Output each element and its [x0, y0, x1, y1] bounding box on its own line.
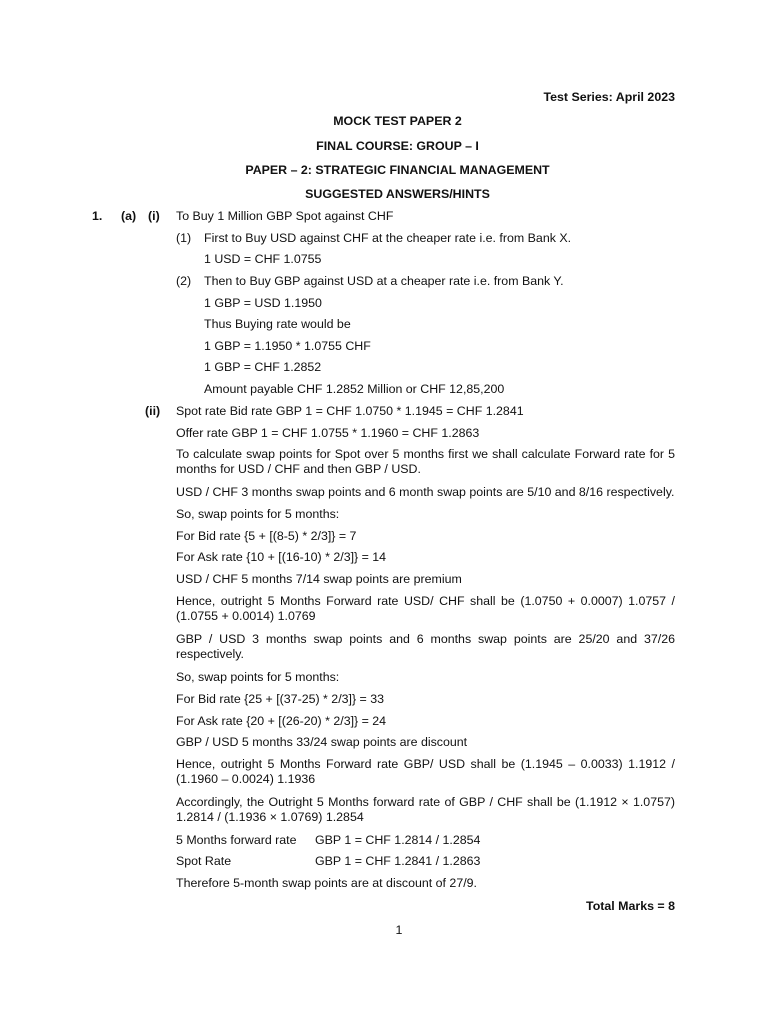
paper-title: MOCK TEST PAPER 2 [333, 114, 462, 128]
swap-points-heading-1: So, swap points for 5 months: [176, 507, 340, 521]
forward-rate-label: 5 Months forward rate [176, 833, 297, 847]
gbp-usd-swap-points: GBP / USD 3 months swap points and 6 months swap points are 25/20 and 37/26 respectively. [176, 632, 675, 661]
part-i-intro: To Buy 1 Million GBP Spot against CHF [176, 209, 394, 223]
step-1-rate: 1 USD = CHF 1.0755 [204, 252, 322, 266]
forward-rate-value: GBP 1 = CHF 1.2814 / 1.2854 [315, 833, 481, 847]
test-series-label: Test Series: April 2023 [543, 90, 675, 104]
spot-rate-value: GBP 1 = CHF 1.2841 / 1.2863 [315, 854, 481, 868]
subpart-ii-label: (ii) [145, 404, 161, 418]
question-part: (a) [121, 209, 137, 223]
usd-chf-outright: Hence, outright 5 Months Forward rate USD/ CHF shall be (1.0750 + 0.0007) 1.0757 / (1.0755 + 0.0014) 1.0769 [176, 594, 675, 623]
spot-bid-rate: Spot rate Bid rate GBP 1 = CHF 1.0750 * 1.1945 = CHF 1.2841 [176, 404, 524, 418]
page-number: 1 [395, 923, 403, 937]
gbp-usd-outright: Hence, outright 5 Months Forward rate GBP/ USD shall be (1.1945 – 0.0033) 1.1912 / (1.1960 – 0.0024) 1.1936 [176, 757, 675, 786]
gbp-usd-discount: GBP / USD 5 months 33/24 swap points are discount [176, 735, 468, 749]
buying-rate-intro: Thus Buying rate would be [204, 317, 351, 331]
usd-chf-premium: USD / CHF 5 months 7/14 swap points are premium [176, 572, 462, 586]
buying-rate-result: 1 GBP = CHF 1.2852 [204, 360, 322, 374]
gbp-bid-rate: For Bid rate {25 + [(37-25) * 2/3]} = 33 [176, 692, 385, 706]
offer-rate: Offer rate GBP 1 = CHF 1.0755 * 1.1960 = CHF 1.2863 [176, 426, 480, 440]
swap-points-heading-2: So, swap points for 5 months: [176, 670, 340, 684]
swap-calc-paragraph: To calculate swap points for Spot over 5 months first we shall calculate Forward rate for 5 months for USD / CHF and then GBP / USD. [176, 447, 675, 476]
step-2-rate: 1 GBP = USD 1.1950 [204, 296, 322, 310]
paper-subject: PAPER – 2: STRATEGIC FINANCIAL MANAGEMENT [245, 163, 550, 177]
buying-rate-calc: 1 GBP = 1.1950 * 1.0755 CHF [204, 339, 371, 353]
spot-rate-label: Spot Rate [176, 854, 232, 868]
total-marks: Total Marks = 8 [586, 899, 675, 913]
subpart-i-label: (i) [148, 209, 160, 223]
step-1-number: (1) [176, 231, 192, 245]
course-title: FINAL COURSE: GROUP – I [316, 139, 479, 153]
step-2-number: (2) [176, 274, 192, 288]
section-subtitle: SUGGESTED ANSWERS/HINTS [305, 187, 490, 201]
question-number: 1. [92, 209, 103, 223]
usd-ask-rate: For Ask rate {10 + [(16-10) * 2/3]} = 14 [176, 550, 387, 564]
usd-bid-rate: For Bid rate {5 + [(8-5) * 2/3]} = 7 [176, 529, 357, 543]
usd-chf-swap-points: USD / CHF 3 months swap points and 6 month swap points are 5/10 and 8/16 respectively. [176, 485, 675, 499]
gbp-chf-outright: Accordingly, the Outright 5 Months forward rate of GBP / CHF shall be (1.1912 × 1.0757) 1.2814 / (1.1936 × 1.0769) 1.2854 [176, 795, 675, 824]
amount-payable: Amount payable CHF 1.2852 Million or CHF 12,85,200 [204, 382, 505, 396]
step-2-text: Then to Buy GBP against USD at a cheaper rate i.e. from Bank Y. [204, 274, 564, 288]
swap-discount-conclusion: Therefore 5-month swap points are at discount of 27/9. [176, 876, 477, 890]
step-1-text: First to Buy USD against CHF at the cheaper rate i.e. from Bank X. [204, 231, 572, 245]
gbp-ask-rate: For Ask rate {20 + [(26-20) * 2/3]} = 24 [176, 714, 387, 728]
